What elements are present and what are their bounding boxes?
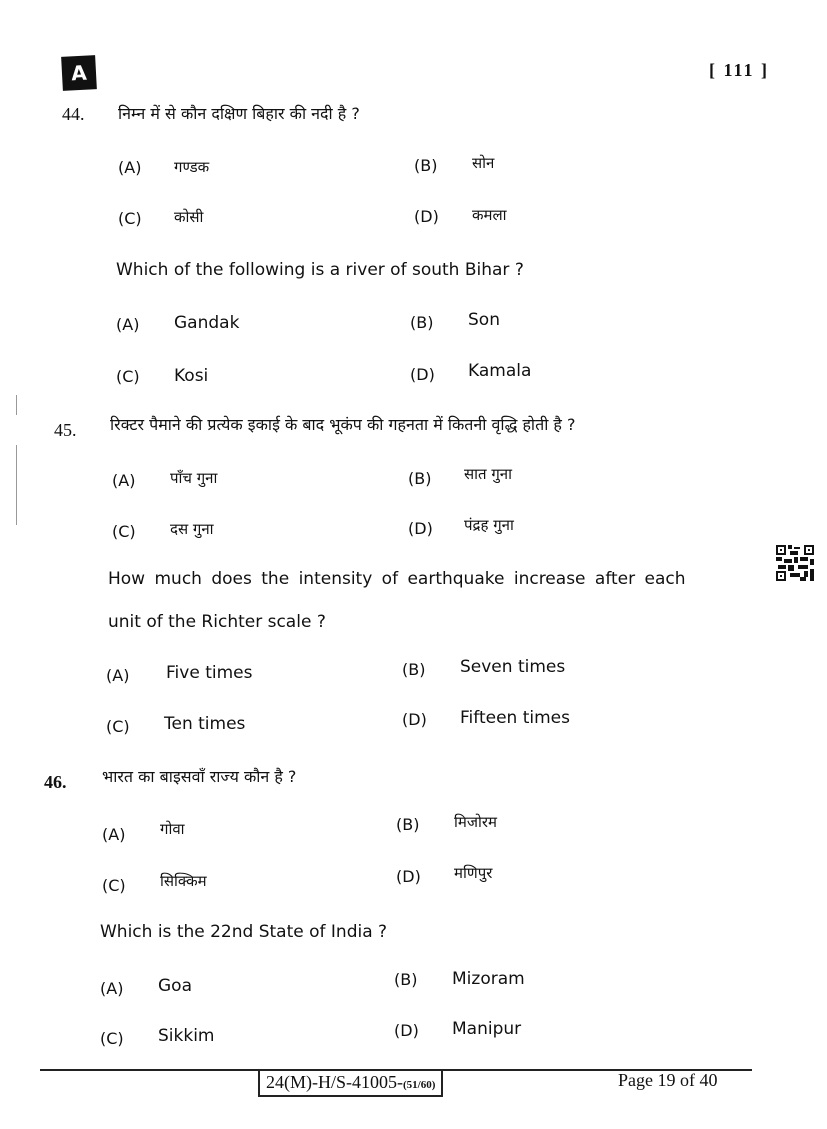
option-letter: (D): [408, 519, 433, 538]
option-letter: (C): [112, 522, 136, 541]
margin-mark: [16, 445, 17, 525]
option-letter: (C): [116, 367, 140, 386]
option-letter: (C): [100, 1029, 124, 1048]
option-letter: (C): [102, 876, 126, 895]
option-letter: (B): [410, 313, 434, 332]
option-letter: (C): [106, 717, 130, 736]
option-text: Seven times: [460, 657, 566, 677]
option-letter: (A): [112, 471, 136, 490]
option-letter: (B): [394, 970, 418, 989]
option-letter: (D): [396, 867, 421, 886]
option-text: Ten times: [164, 714, 246, 734]
qr-code-icon: [776, 545, 814, 581]
question-text-english: How much does the intensity of earthquake increase after each: [108, 569, 686, 589]
option-letter: (D): [410, 365, 435, 384]
question-text-english-line2: unit of the Richter scale ?: [108, 612, 326, 632]
option-letter: (A): [116, 315, 140, 334]
option-letter: (D): [402, 710, 427, 729]
question-text-english: Which of the following is a river of south Bihar ?: [116, 260, 524, 280]
question-text-hindi: निम्न में से कौन दक्षिण बिहार की नदी है ?: [118, 104, 360, 123]
option-text: गोवा: [160, 820, 185, 838]
option-text: Fifteen times: [460, 708, 570, 728]
page-reference: [ 111 ]: [708, 60, 769, 80]
question-number: 44.: [62, 104, 85, 124]
option-letter: (C): [118, 209, 142, 228]
option-text: दस गुना: [170, 520, 214, 538]
margin-mark: [16, 395, 17, 415]
question-text-hindi: रिक्टर पैमाने की प्रत्येक इकाई के बाद भूकंप की गहनता में कितनी वृद्धि होती है ?: [110, 415, 576, 434]
option-letter: (A): [102, 825, 126, 844]
question-text-english: Which is the 22nd State of India ?: [100, 922, 388, 942]
option-text: कोसी: [174, 208, 204, 226]
option-letter: (A): [100, 979, 124, 998]
option-text: गण्डक: [174, 158, 210, 176]
option-letter: (D): [394, 1021, 419, 1040]
option-letter: (B): [414, 156, 438, 175]
option-text: Sikkim: [158, 1026, 215, 1046]
question-number: 45.: [54, 420, 77, 440]
paper-code-suffix: (51/60): [403, 1079, 436, 1091]
option-text: Five times: [166, 663, 253, 683]
option-text: कमला: [472, 206, 507, 224]
option-text: सिक्किम: [160, 872, 207, 890]
page-number: Page 19 of 40: [618, 1070, 718, 1090]
option-letter: (B): [408, 469, 432, 488]
option-letter: (D): [414, 207, 439, 226]
option-text: Gandak: [174, 313, 240, 333]
option-text: Son: [468, 310, 500, 330]
option-letter: (B): [396, 815, 420, 834]
paper-code: [258, 1069, 443, 1097]
option-text: पंद्रह गुना: [464, 516, 514, 534]
option-text: Manipur: [452, 1019, 522, 1039]
option-text: मिजोरम: [454, 813, 497, 831]
paper-code-main: 24(M)-H/S-41005-: [266, 1072, 403, 1092]
option-letter: (A): [106, 666, 130, 685]
option-text: Goa: [158, 976, 192, 996]
option-text: मणिपुर: [454, 864, 493, 882]
series-badge: A: [61, 55, 97, 91]
option-text: Kamala: [468, 361, 532, 381]
option-text: Kosi: [174, 366, 209, 386]
option-letter: (A): [118, 158, 142, 177]
question-number: 46.: [44, 772, 67, 792]
question-text-hindi: भारत का बाइसवाँ राज्य कौन है ?: [102, 767, 297, 786]
option-letter: (B): [402, 660, 426, 679]
option-text: सात गुना: [464, 465, 512, 483]
option-text: सोन: [472, 154, 495, 172]
option-text: Mizoram: [452, 969, 525, 989]
option-text: पाँच गुना: [170, 469, 218, 487]
